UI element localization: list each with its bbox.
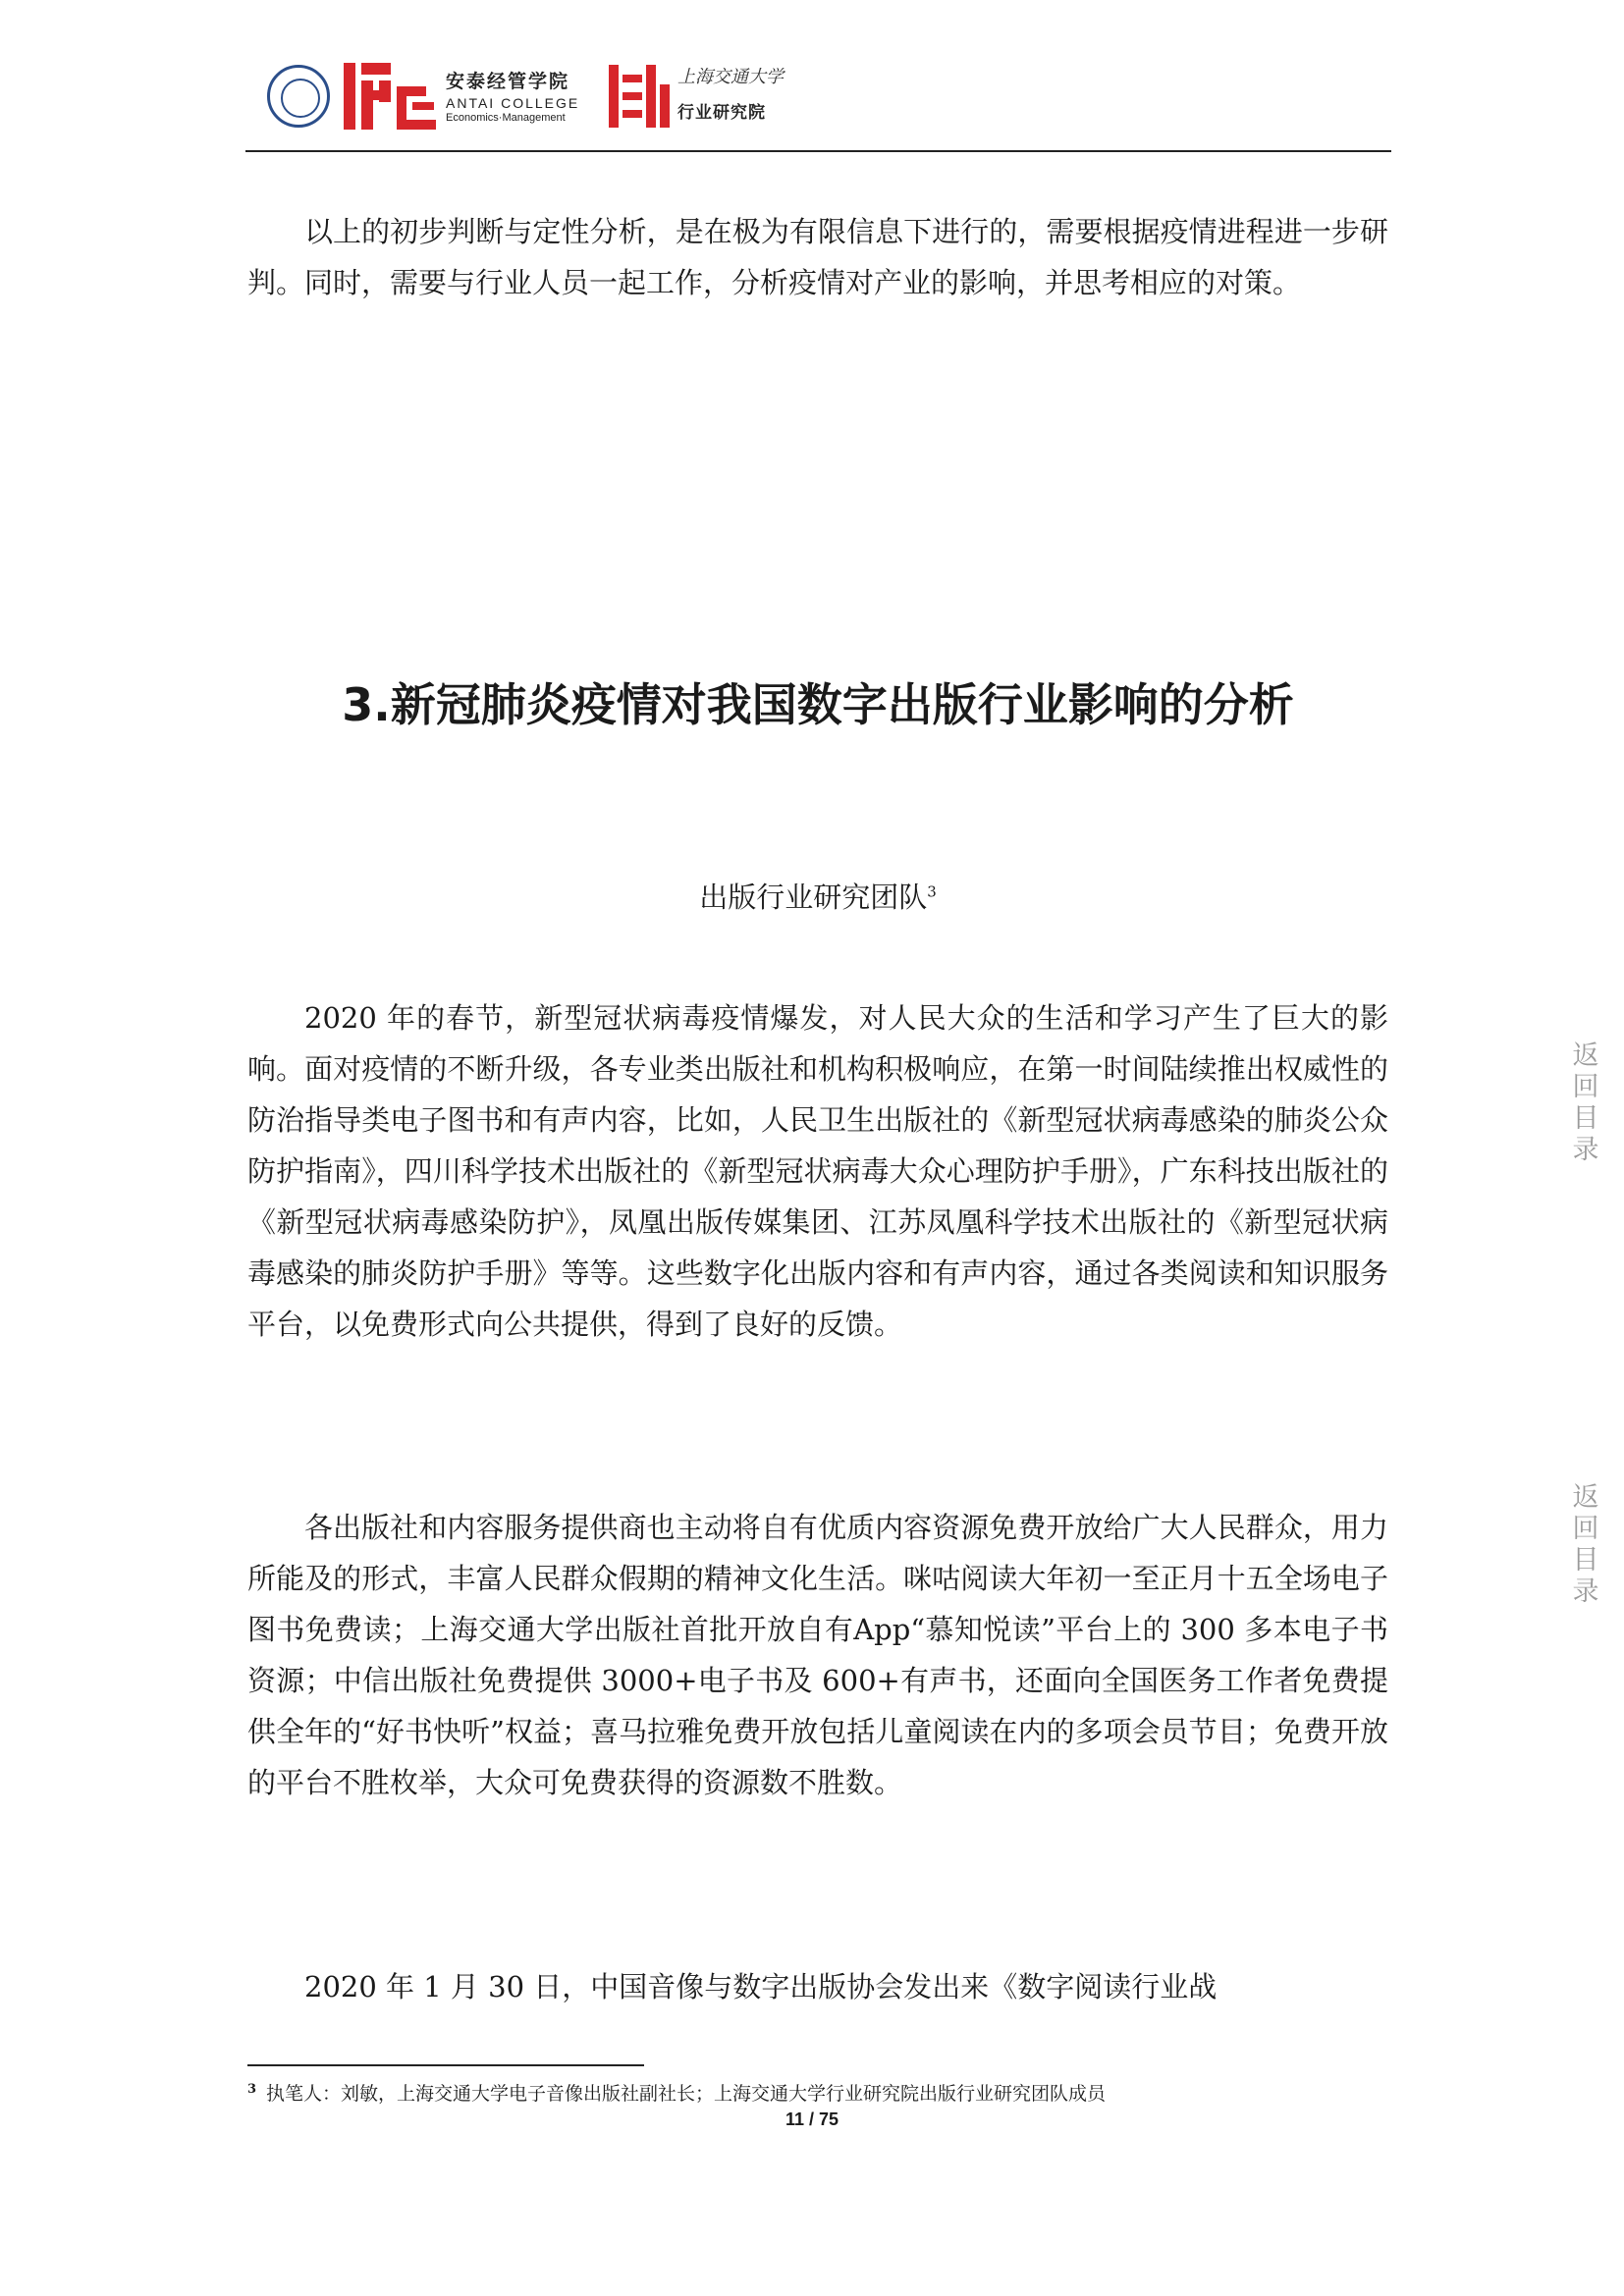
header-divider (245, 150, 1391, 152)
body-paragraph-2: 各出版社和内容服务提供商也主动将自有优质内容资源免费开放给广大人民群众，用力所能及的形式，丰富人民群众假期的精神文化生活。咪咕阅读大年初一至正月十五全场电子图书免费读；上海交通大学出版社首批开放自有App“慕知悦读”平台上的 300 多本电子书资源；中信出版社免费提供 3000+电子书及 600+有声书，还面向全国医务工作者免费提供全年的“好书快听”权益；喜马拉雅免费开放包括儿童阅读在内的多项会员节目；免费开放的平台不胜枚举，大众可免费获得的资源数不胜数。 (247, 1511, 1388, 1799)
footnote (247, 2079, 1396, 2106)
back-to-contents-label-2: 返 回 目 录 (1572, 1482, 1599, 1607)
institute-name: 行业研究院 (677, 103, 766, 123)
author-team (247, 876, 1388, 916)
intro-paragraph: 以上的初步判断与定性分析，是在极为有限信息下进行的，需要根据疫情进程进一步研判。同时，需要与行业人员一起工作，分析疫情对产业的影响，并思考相应的对策。 (247, 215, 1388, 299)
acem-logo-icon (344, 63, 438, 130)
footnote-mark: 3 (247, 2081, 257, 2097)
footnote-reference[interactable]: 3 (927, 882, 937, 901)
body-paragraph-3: 2020 年 1 月 30 日，中国音像与数字出版协会发出来《数字阅读行业战 (304, 1970, 1218, 2003)
institute-name-block (677, 63, 784, 123)
back-to-contents-link[interactable] (1571, 1041, 1600, 1166)
college-name-cn: 安泰经管学院 (446, 71, 570, 92)
section-title: 3.新冠肺炎疫情对我国数字出版行业影响的分析 (342, 678, 1294, 731)
university-name: 上海交通大学 (677, 67, 784, 87)
page-header (245, 57, 1394, 151)
college-name-block (446, 67, 579, 124)
university-seal-icon (267, 65, 330, 128)
back-to-contents-label: 返 回 目 录 (1572, 1041, 1599, 1165)
institute-logo-icon (609, 65, 670, 128)
page-number: 11 / 75 (785, 2109, 839, 2129)
author-team-label: 出版行业研究团队 (699, 881, 928, 914)
footnote-divider (247, 2064, 644, 2066)
college-name-en: ANTAI COLLEGE (446, 95, 580, 111)
college-subtitle-en: Economics·Management (446, 112, 566, 124)
back-to-contents-link-2[interactable] (1571, 1482, 1600, 1608)
footnote-text: 执笔人：刘敏，上海交通大学电子音像出版社副社长；上海交通大学行业研究院出版行业研究团队成员 (266, 2083, 1107, 2105)
body-paragraph-1: 2020 年的春节，新型冠状病毒疫情爆发，对人民大众的生活和学习产生了巨大的影响。面对疫情的不断升级，各专业类出版社和机构积极响应，在第一时间陆续推出权威性的防治指导类电子图书和有声内容，比如，人民卫生出版社的《新型冠状病毒感染的肺炎公众防护指南》，四川科学技术出版社的《新型冠状病毒大众心理防护手册》，广东科技出版社的《新型冠状病毒感染防护》，凤凰出版传媒集团、江苏凤凰科学技术出版社的《新型冠状病毒感染的肺炎防护手册》等等。这些数字化出版内容和有声内容，通过各类阅读和知识服务平台，以免费形式向公共提供，得到了良好的反馈。 (247, 1001, 1388, 1341)
